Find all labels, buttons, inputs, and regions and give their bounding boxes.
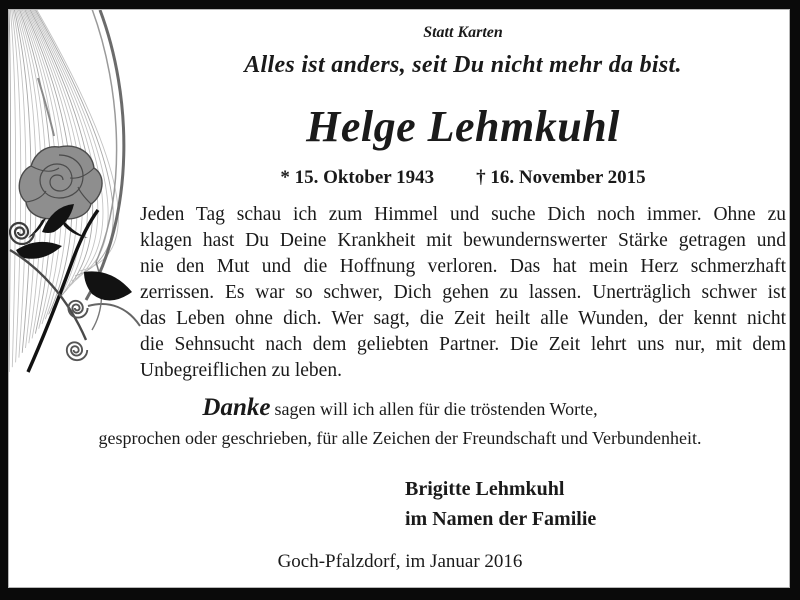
life-dates xyxy=(140,167,786,189)
memorial-text-line: zerrissen. Es war so schwer, Dich gehen zu lassen. Unerträglich schwer ist xyxy=(140,282,786,303)
memorial-text-line: das Leben ohne dich. Wer sagt, die Zeit heilt alle Wunden, der kennt nicht xyxy=(140,308,786,329)
memorial-text-line: nie den Mut und die Hoffnung verloren. Das hat mein Herz schmerzhaft xyxy=(140,256,786,277)
thanks-line1 xyxy=(28,393,772,424)
signature-subline: im Namen der Familie xyxy=(405,508,597,530)
motto-line: Alles ist anders, seit Du nicht mehr da bist. xyxy=(244,52,682,78)
thanks-lead: Danke xyxy=(202,394,271,421)
birth-date: * 15. Oktober 1943 xyxy=(280,167,435,188)
thanks-rest: sagen will ich allen für die tröstenden Worte, xyxy=(274,399,598,419)
signature-block xyxy=(405,474,596,534)
memorial-text-line: Jeden Tag schau ich zum Himmel und suche Dich noch immer. Ohne zu xyxy=(140,204,786,225)
thanks-line2: gesprochen oder geschrieben, für alle Zeichen der Freundschaft und Verbundenheit. xyxy=(98,428,702,448)
place-date-line: Goch-Pfalzdorf, im Januar 2016 xyxy=(277,551,523,572)
memorial-text-line: klagen hast Du Deine Krankheit mit bewundernswerter Stärke getragen und xyxy=(140,230,786,251)
thanks-block xyxy=(28,393,772,453)
pre-line: Statt Karten xyxy=(423,24,503,41)
memorial-text-line: Unbegreiflichen zu leben. xyxy=(140,360,342,381)
signature-name: Brigitte Lehmkuhl xyxy=(405,478,565,500)
memorial-text xyxy=(140,202,786,384)
death-date: † 16. November 2015 xyxy=(476,167,646,188)
deceased-name: Helge Lehmkuhl xyxy=(306,102,620,151)
memorial-text-line: die Sehnsucht nach dem geliebten Partner. Die Zeit lehrt uns nur, mit dem xyxy=(140,334,786,355)
